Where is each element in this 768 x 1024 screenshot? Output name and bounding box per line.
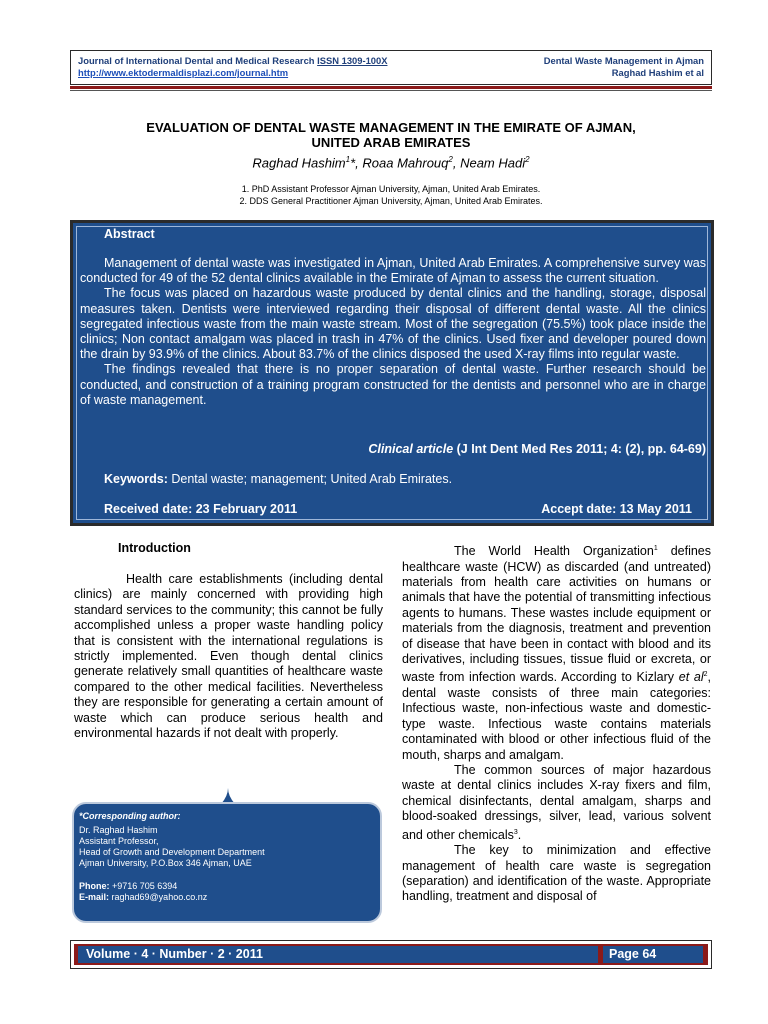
accept-date: Accept date: 13 May 2011 bbox=[541, 502, 692, 516]
sources-end: . bbox=[517, 827, 522, 842]
abstract-paragraph-2: The focus was placed on hazardous waste produced by dental clinics and the handling, storage, disposal measures taken. Dentists were interviewed regarding their disposal of different dental waste. All the clinics segregated infectious waste from the main waste stream. Most of the segregation (75.5%) took place inside the clinics; Non contact amalgam was placed in trash in 47% of the clinics. Used fixer and developer poured down the drain by 93.9% of the clinics. About 83.7% of the clinics disposed the used X-ray films into regular waste. bbox=[80, 286, 706, 362]
citation-ref: (J Int Dent Med Res 2011; 4: (2), pp. 64-69) bbox=[456, 442, 706, 456]
journal-title-text: Journal of International Dental and Medical Research bbox=[78, 55, 318, 66]
citation bbox=[80, 442, 706, 456]
ref-1: 1 bbox=[653, 545, 658, 552]
author-3-sup: 2 bbox=[525, 155, 530, 164]
author-1-sup: 1 bbox=[345, 155, 351, 164]
who-text: The World Health Organization bbox=[454, 544, 654, 559]
ca-email bbox=[79, 892, 207, 903]
email-value[interactable]: raghad69@yahoo.co.nz bbox=[109, 892, 208, 902]
right-paragraph-1 bbox=[402, 541, 711, 763]
ref-3: 3 bbox=[513, 828, 518, 836]
ca-role-1: Assistant Professor, bbox=[79, 836, 159, 846]
author-1-star: *, bbox=[350, 155, 363, 171]
ref-2: 2 bbox=[703, 671, 708, 679]
keywords bbox=[104, 472, 452, 486]
intro-paragraph-1: Health care establishments (including dental clinics) are mainly concerned with providing high standard services to the community; this cannot be fully accomplished unless a proper waste handling policy that is consistent with the international regulations is strictly implemented. Even though dental clinics generate relatively small quantities of healthcare waste compared to the other medical facilities. Nevertheless they are responsible for generating a certain amount of waste which can produce serious health and environmental hazards if not dealt with properly. bbox=[74, 572, 383, 741]
header-rule bbox=[70, 86, 712, 89]
hcw-text: defines healthcare waste (HCW) as discarded (and untreated) materials from health care activities on humans or animals that have the potential of transmitting infectious agents to humans. These wastes include equipment or materials from the diagnosis, treatment and prevention of disease that have been in contact with blood and its derivatives, including tissues, tissue fluid or excreta, or waste from infection wards. According to Kizlary bbox=[402, 544, 711, 685]
ca-address: Ajman University, P.O.Box 346 Ajman, UAE bbox=[79, 858, 252, 868]
author-1: Raghad Hashim bbox=[252, 155, 346, 171]
affiliation-1: 1. PhD Assistant Professor Ajman University, Ajman, United Arab Emirates. bbox=[241, 184, 541, 194]
article-type: Clinical article bbox=[368, 442, 457, 456]
email-label: E-mail: bbox=[79, 892, 110, 902]
journal-url-link[interactable]: http://www.ektodermaldisplazi.com/journal.htm bbox=[78, 67, 289, 78]
ca-phone bbox=[79, 881, 177, 892]
right-paragraph-3: The key to minimization and effective management of health care waste is segregation (separation) and identification of the waste. Appropriate handling, treatment and disposal of bbox=[402, 843, 711, 904]
running-title: Dental Waste Management in Ajman bbox=[543, 55, 704, 66]
author-sep: , bbox=[452, 155, 461, 171]
ca-role-2: Head of Growth and Development Department bbox=[79, 847, 265, 857]
abstract-paragraph-1: Management of dental waste was investigated in Ajman, United Arab Emirates. A comprehensive survey was conducted for 49 of the 52 dental clinics available in the Emirate of Ajman to assess the current situation. bbox=[80, 256, 706, 286]
phone-value: +9716 705 6394 bbox=[109, 881, 178, 891]
author-3: Neam Hadi bbox=[460, 155, 526, 171]
author-2-sup: 2 bbox=[448, 155, 453, 164]
author-list bbox=[100, 155, 682, 170]
column-right bbox=[402, 541, 711, 905]
title-line-2: UNITED ARAB EMIRATES bbox=[311, 135, 471, 150]
right-paragraph-2 bbox=[402, 763, 711, 843]
keywords-text: Dental waste; management; United Arab Emirates. bbox=[167, 472, 453, 486]
header-rule-thin bbox=[70, 90, 712, 91]
abstract-paragraph-3: The findings revealed that there is no proper separation of dental waste. Further research should be conducted, and construction of a training program constructed for the dentists and personnel who are in charge of waste management. bbox=[80, 362, 706, 407]
affiliation-2: 2. DDS General Practitioner Ajman University, Ajman, United Arab Emirates. bbox=[239, 196, 543, 206]
et-al: et al bbox=[678, 670, 704, 685]
paper-title bbox=[100, 120, 682, 150]
phone-label: Phone: bbox=[79, 881, 110, 891]
introduction-heading: Introduction bbox=[118, 541, 191, 555]
issn: ISSN 1309-100X bbox=[317, 55, 388, 66]
categories-text: , dental waste consists of three main categories: Infectious waste, non-infectious waste and domestic-type waste. Infectious waste contains materials contaminated with blood or other infectious fluid of the mouth, sharps and amalgam. bbox=[402, 670, 711, 762]
corresponding-title: *Corresponding author: bbox=[79, 811, 181, 821]
column-left bbox=[74, 572, 383, 741]
abstract-body bbox=[80, 256, 706, 408]
title-line-1: EVALUATION OF DENTAL WASTE MANAGEMENT IN THE EMIRATE OF AJMAN, bbox=[146, 120, 636, 135]
volume-info: Volume · 4 · Number · 2 · 2011 bbox=[86, 947, 263, 961]
journal-name bbox=[78, 55, 387, 66]
author-2: Roaa Mahrouq bbox=[362, 155, 449, 171]
received-date: Received date: 23 February 2011 bbox=[104, 502, 298, 516]
abstract-heading: Abstract bbox=[104, 227, 155, 241]
running-authors: Raghad Hashim et al bbox=[611, 67, 704, 78]
sources-text: The common sources of major hazardous waste at dental clinics includes X-ray fixers and film, chemical disinfectants, dental amalgam, sharps and blood-soaked dressings, silver, lead, various solvent and other chemicals bbox=[402, 763, 711, 842]
ca-name: Dr. Raghad Hashim bbox=[79, 825, 158, 835]
keywords-label: Keywords: bbox=[104, 472, 168, 486]
page-number: Page 64 bbox=[609, 947, 657, 961]
